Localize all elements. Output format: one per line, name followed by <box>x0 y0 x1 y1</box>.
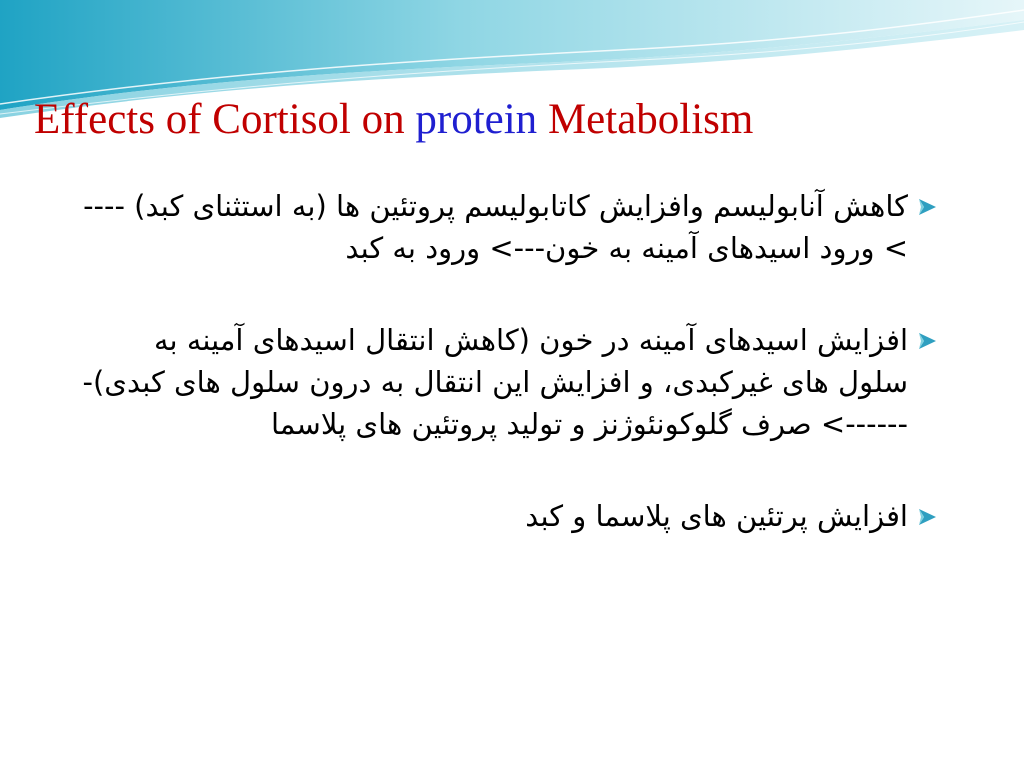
bullet-item <box>76 495 936 537</box>
arrowhead-bullet-icon <box>916 333 936 349</box>
arrowhead-bullet-icon <box>916 509 936 525</box>
bullet-item <box>76 185 936 269</box>
arrowhead-bullet-icon <box>916 199 936 215</box>
slide-title <box>34 95 753 144</box>
bullet-list <box>76 185 936 537</box>
bullet-text: افزایش پرتئین های پلاسما و کبد <box>525 499 908 533</box>
bullet-item <box>76 319 936 445</box>
bullet-text: افزایش اسیدهای آمینه در خون (کاهش انتقال اسیدهای آمینه به سلول های غیرکبدی، و افزایش این انتقال به درون سلول های کبدی)-------> صرف گلوکونئوژنز و تولید پروتئین های پلاسما <box>82 323 908 441</box>
title-text-part3: Metabolism <box>537 96 754 143</box>
title-text-part1: Effects of Cortisol on <box>34 96 416 143</box>
title-text-accent: protein <box>415 96 538 143</box>
bullet-text: کاهش آنابولیسم وافزایش کاتابولیسم پروتئین ها (به استثنای کبد) ----> ورود اسیدهای آمینه به خون---> ورود به کبد <box>83 189 908 265</box>
